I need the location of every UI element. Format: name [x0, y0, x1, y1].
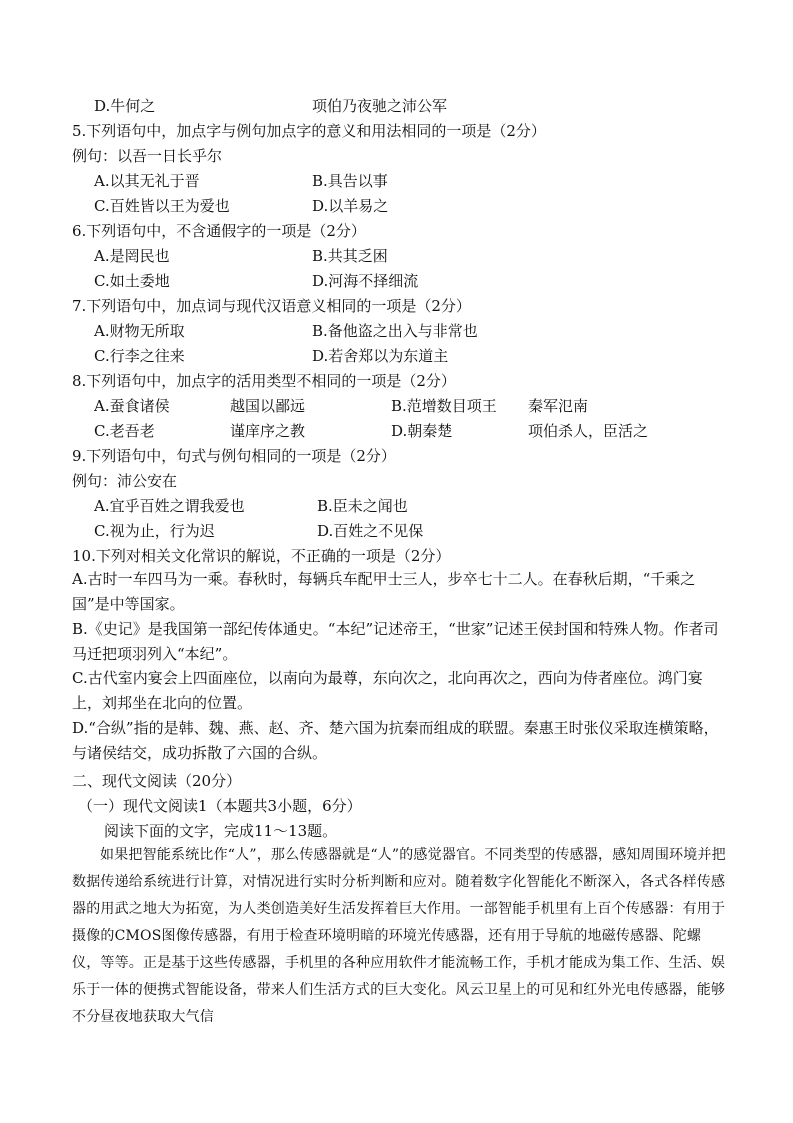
option-d: D.以羊易之	[312, 197, 389, 215]
q8-options-ab	[94, 396, 589, 416]
option-a: A.宜乎百姓之谓我爱也	[94, 497, 245, 515]
option-b: B.具告以事	[312, 172, 388, 190]
section-2-1-heading: （一）现代文阅读1（本题共3小题，6分）	[78, 797, 362, 815]
q6-options-cd	[94, 271, 419, 291]
question-10: 10.下列对相关文化常识的解说，不正确的一项是（2分）	[72, 547, 451, 565]
q8-options-cd	[94, 421, 649, 441]
option-d: D.若舍郑以为东道主	[312, 347, 449, 365]
option-text-2: 项伯乃夜驰之沛公军	[312, 97, 448, 115]
option-c: C.百姓皆以王为爱也	[94, 197, 230, 215]
option-c: C.视为止，行为迟	[94, 522, 215, 540]
q9-options-cd	[94, 521, 424, 541]
option-b: B.范增数目项王	[391, 397, 497, 415]
q10-option-d: D.“合纵”指的是韩、魏、燕、赵、齐、楚六国为抗秦而组成的联盟。秦惠王时张仪采取连横策略，与诸侯结交，成功拆散了六国的合纵。	[72, 719, 719, 762]
option-a: A.蚕食诸侯	[94, 397, 170, 415]
option-d: D.朝秦楚	[391, 422, 453, 440]
section-2-heading: 二、现代文阅读（20分）	[72, 772, 242, 790]
question-5: 5.下列语句中，加点字与例句加点字的意义和用法相同的一项是（2分）	[72, 122, 546, 140]
q5-options-cd	[94, 196, 389, 216]
option-d-2: 项伯杀人，臣活之	[528, 422, 649, 440]
option-a: A.是罔民也	[94, 247, 170, 265]
reading-passage: 如果把智能系统比作“人”，那么传感器就是“人”的感觉器官。不同类型的传感器，感知周围环境并把数据传递给系统进行计算，对情况进行实时分析判断和应对。随着数字化智能化不断深入，各式各样传感器的用武之地大为拓宽，为人类创造美好生活发挥着巨大作用。一部智能手机里有上百个传感器：有用于摄像的CMOS图像传感器，有用于检查环境明暗的环境光传感器，还有用于导航的地磁传感器、陀螺仪，等等。正是基于这些传感器，手机里的各种应用软件才能流畅工作，手机才能成为集工作、生活、娱乐于一体的便携式智能设备，带来人们生活方式的巨大变化。风云卫星上的可见和红外光电传感器，能够不分昼夜地获取大气信	[72, 847, 726, 1025]
question-7: 7.下列语句中，加点词与现代汉语意义相同的一项是（2分）	[72, 297, 471, 315]
option-b: B.共其乏困	[312, 247, 388, 265]
option-c: C.老吾老	[94, 422, 155, 440]
question-9: 9.下列语句中，句式与例句相同的一项是（2分）	[72, 447, 396, 465]
q7-options-ab	[94, 321, 478, 341]
option-a: A.财物无所取	[94, 322, 185, 340]
q5-options-ab	[94, 171, 388, 191]
question-6: 6.下列语句中，不含通假字的一项是（2分）	[72, 222, 366, 240]
q10-option-a: A.古时一车四马为一乘。春秋时，每辆兵车配甲士三人，步卒七十二人。在春秋后期，“千乘之国”是中等国家。	[72, 570, 696, 613]
option-d: D.百姓之不见保	[317, 522, 424, 540]
option-c: C.如土委地	[94, 272, 170, 290]
q10-option-c: C.古代室内宴会上四面座位，以南向为最尊，东向次之，北向再次之，西向为侍者座位。鸿门宴上，刘邦坐在北向的位置。	[72, 669, 703, 712]
option-a: A.以其无礼于晋	[94, 172, 200, 190]
option-b-2: 秦军氾南	[528, 397, 589, 415]
option-text: D.牛何之	[94, 97, 156, 115]
option-d: D.河海不择细流	[312, 272, 419, 290]
option-c: C.行李之往来	[94, 347, 185, 365]
question-5-example: 例句：以吾一日长乎尔	[72, 147, 223, 165]
reading-instruction: 阅读下面的文字，完成11～13题。	[104, 822, 338, 840]
option-b: B.臣未之闻也	[317, 497, 408, 515]
q10-option-b: B.《史记》是我国第一部纪传体通史。“本纪”记述帝王，“世家”记述王侯封国和特殊人物。作者司马迁把项羽列入“本纪”。	[72, 620, 719, 663]
question-8: 8.下列语句中，加点字的活用类型不相同的一项是（2分）	[72, 372, 456, 390]
q6-options-ab	[94, 246, 388, 266]
question-9-example: 例句：沛公安在	[72, 472, 178, 490]
q4-option-d	[94, 96, 448, 116]
q9-options-ab	[94, 496, 408, 516]
option-a-2: 越国以鄙远	[230, 397, 306, 415]
q7-options-cd	[94, 346, 449, 366]
option-c-2: 谨庠序之教	[230, 422, 306, 440]
option-b: B.备他盗之出入与非常也	[312, 322, 478, 340]
